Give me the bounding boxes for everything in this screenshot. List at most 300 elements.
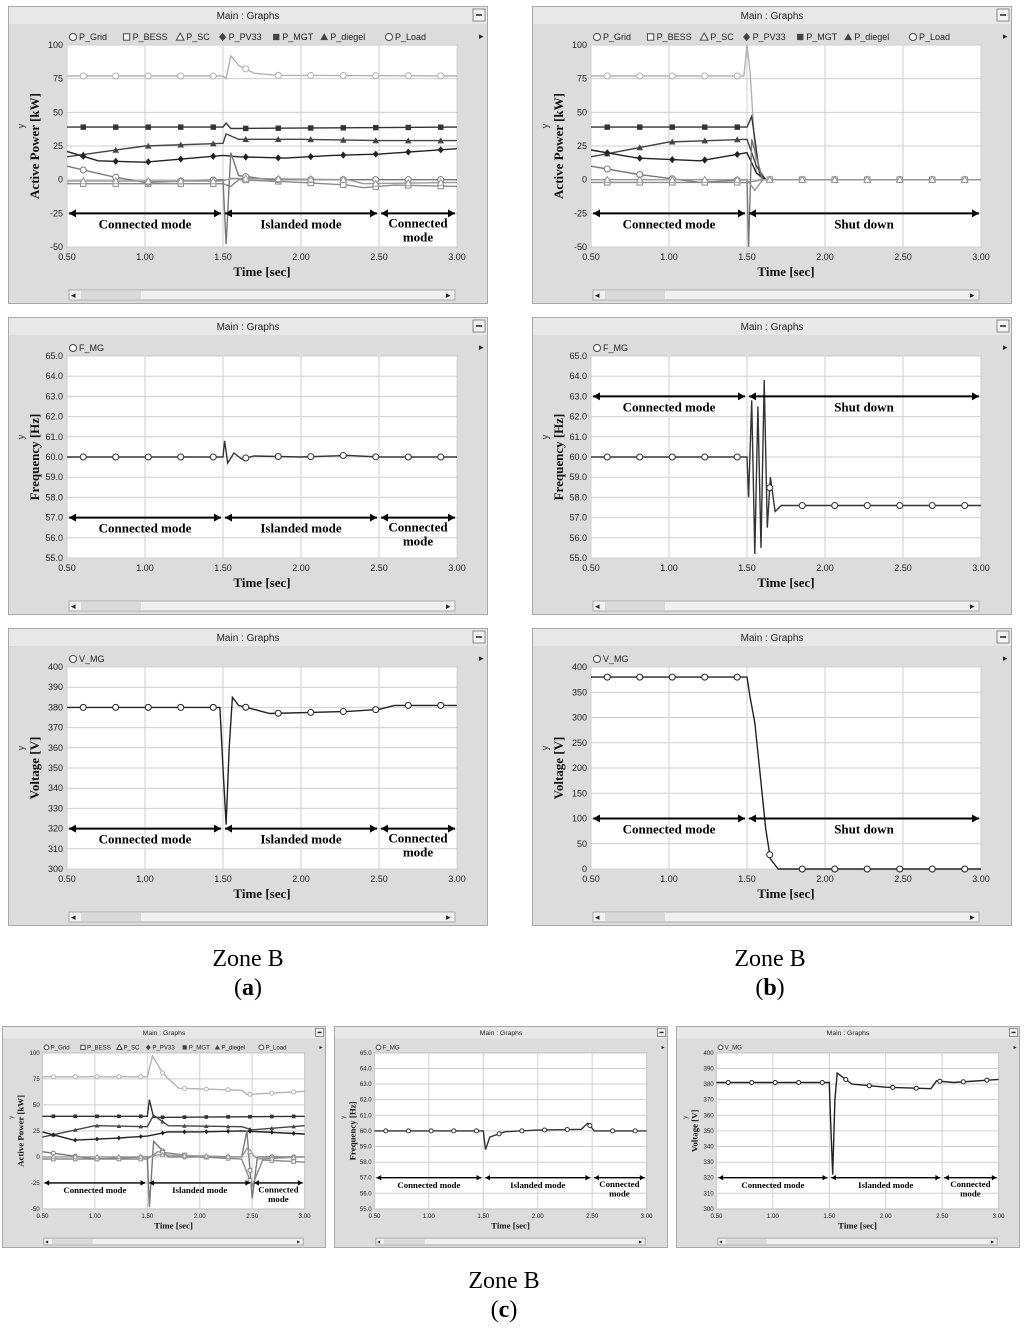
scroll-right-icon[interactable]: ▸ <box>297 1238 301 1246</box>
series-point-f-mg <box>474 1129 478 1133</box>
series-point-p-mgt <box>702 124 707 129</box>
caption-a <box>148 944 348 1002</box>
y-tick-label: 150 <box>571 788 587 799</box>
y-tick-label: -50 <box>49 242 63 252</box>
panel-arrow-icon: ▸ <box>479 31 484 41</box>
x-axis-label: Time [sec] <box>233 886 291 901</box>
x-tick-label: 1.00 <box>660 563 678 573</box>
x-tick-label: 1.00 <box>422 1212 435 1220</box>
series-point-p-mgt <box>276 126 281 131</box>
series-point-p-grid <box>80 167 86 173</box>
y-tick-label: 360 <box>703 1112 714 1120</box>
y-tick-label: 380 <box>703 1081 714 1089</box>
legend-item-p-pv33 <box>219 32 262 42</box>
y-tick-label: 300 <box>571 712 587 723</box>
window-title: Main : Graphs <box>826 1030 870 1038</box>
chart-panel-b-volt <box>532 628 1012 926</box>
legend-label: P_SC <box>123 1044 140 1052</box>
scroll-left-icon[interactable]: ◂ <box>71 290 76 300</box>
y-tick-label: 350 <box>703 1127 714 1135</box>
panel-arrow-icon: ▸ <box>661 1043 665 1051</box>
legend-label: P_MGT <box>282 32 314 42</box>
series-point-f-mg <box>799 502 805 508</box>
scrollbar-thumb[interactable] <box>605 602 665 610</box>
x-tick-label: 3.00 <box>448 563 466 573</box>
a-freq-svg <box>9 318 487 614</box>
y-axis-name: y <box>540 745 550 751</box>
legend-item-p-grid <box>44 1044 69 1051</box>
y-tick-label: 390 <box>47 682 63 693</box>
x-axis-label: Time [sec] <box>233 264 291 279</box>
legend-item-p-mgt <box>273 32 314 42</box>
window-title: Main : Graphs <box>740 322 804 333</box>
mode-label: Connected mode <box>63 1185 127 1196</box>
scroll-left-icon[interactable]: ◂ <box>71 912 76 922</box>
y-tick-label: 350 <box>47 763 63 773</box>
series-point-p-load <box>373 73 379 79</box>
x-tick-label: 3.00 <box>972 874 990 884</box>
scrollbar-thumb[interactable] <box>81 602 141 610</box>
panel-arrow-icon: ▸ <box>479 342 484 352</box>
legend-item-v-mg <box>70 654 105 664</box>
series-point-v-mg <box>275 710 281 716</box>
a-volt-svg <box>9 629 487 925</box>
series-point-p-grid <box>248 1168 252 1172</box>
legend-item-p-sc <box>176 32 210 42</box>
series-point-p-load <box>604 73 610 79</box>
caption-c-zone: Zone B <box>468 1268 540 1294</box>
series-point-v-mg <box>726 1080 730 1084</box>
scrollbar-thumb[interactable] <box>726 1239 767 1244</box>
scrollbar-thumb[interactable] <box>605 913 665 921</box>
legend-label: P_Load <box>395 32 427 42</box>
y-tick-label: 60.0 <box>359 1127 372 1135</box>
series-point-v-mg <box>340 709 346 715</box>
x-tick-label: 1.00 <box>660 874 678 884</box>
x-tick-label: 1.50 <box>214 563 232 573</box>
series-point-f-mg <box>897 502 903 508</box>
scroll-left-icon[interactable]: ◂ <box>595 290 600 300</box>
series-point-p-mgt <box>373 125 378 130</box>
series-point-p-mgt <box>438 125 443 130</box>
x-tick-label: 0.50 <box>58 252 76 262</box>
series-point-v-mg <box>820 1080 824 1084</box>
x-tick-label: 2.00 <box>816 563 834 573</box>
x-tick-label: 0.50 <box>36 1212 49 1220</box>
y-axis-label: Active Power [kW] <box>27 93 42 199</box>
window-title: Main : Graphs <box>740 633 804 644</box>
x-tick-label: 0.50 <box>58 563 76 573</box>
y-axis-label: Voltage [V] <box>689 1109 700 1153</box>
chart-panel-a-volt <box>8 628 488 926</box>
series-point-f-mg <box>588 1124 592 1128</box>
x-tick-label: 1.00 <box>136 874 154 884</box>
y-tick-label: 61.0 <box>569 431 587 442</box>
x-tick-label: 2.50 <box>370 563 388 573</box>
x-axis-label: Time [sec] <box>757 264 815 279</box>
series-point-p-mgt <box>183 1115 187 1119</box>
series-point-p-mgt <box>95 1114 99 1118</box>
legend-item-p-bess <box>81 1044 111 1051</box>
x-tick-label: 3.00 <box>972 252 990 262</box>
x-tick-label: 2.50 <box>936 1212 949 1220</box>
series-point-v-mg <box>985 1078 989 1082</box>
series-point-p-load <box>226 1088 230 1092</box>
legend-label: P_Grid <box>603 32 632 42</box>
b-power-svg <box>533 7 1011 303</box>
scroll-right-icon[interactable]: ▸ <box>970 290 975 300</box>
series-point-v-mg <box>799 866 805 872</box>
x-tick-label: 2.00 <box>816 874 834 884</box>
chart-panel-c-freq <box>334 1026 668 1248</box>
y-tick-label: 64.0 <box>359 1065 372 1073</box>
legend-label: P_BESS <box>132 32 168 42</box>
y-tick-label: 300 <box>47 864 63 874</box>
series-point-f-mg <box>669 454 675 460</box>
y-tick-label: 75 <box>576 73 587 84</box>
legend-item-p-sc <box>117 1044 140 1051</box>
legend-item-p-sc <box>700 32 734 42</box>
y-tick-label: 100 <box>571 813 587 824</box>
series-point-p-mgt <box>226 1115 230 1119</box>
legend-item-p-mgt <box>183 1044 211 1051</box>
y-tick-label: 55.0 <box>569 553 587 563</box>
series-point-v-mg <box>929 866 935 872</box>
panel-arrow-icon: ▸ <box>1013 1043 1017 1051</box>
legend-label: V_MG <box>79 654 105 664</box>
legend-label: P_diegel <box>330 32 366 42</box>
series-point-p-load <box>161 1071 165 1075</box>
legend-item-p-diegel <box>320 32 365 42</box>
x-tick-label: 3.00 <box>640 1212 653 1220</box>
y-tick-label: 200 <box>571 763 587 773</box>
series-point-f-mg <box>210 454 216 460</box>
mode-label: Islanded mode <box>510 1179 566 1190</box>
x-tick-label: 2.50 <box>370 252 388 262</box>
x-tick-label: 0.50 <box>368 1212 381 1220</box>
y-tick-label: 310 <box>47 843 63 854</box>
series-point-f-mg <box>633 1129 637 1133</box>
x-tick-label: 2.50 <box>586 1212 599 1220</box>
caption-b-zone: Zone B <box>734 946 806 972</box>
mode-label: Shut down <box>834 216 894 232</box>
mode-label: mode <box>609 1188 630 1199</box>
series-point-f-mg <box>406 1129 410 1133</box>
series-point-p-mgt <box>605 124 610 129</box>
y-tick-label: 25 <box>52 141 63 151</box>
chart-panel-b-power <box>532 6 1012 304</box>
y-tick-label: 56.0 <box>45 532 63 543</box>
y-tick-label: 25 <box>32 1127 40 1135</box>
legend-item-f-mg <box>594 343 629 353</box>
x-tick-label: 1.00 <box>136 252 154 262</box>
series-point-p-mgt <box>211 124 216 129</box>
series-point-p-load <box>669 73 675 79</box>
series-point-p-load <box>73 1075 77 1079</box>
series-point-p-mgt <box>73 1114 77 1118</box>
window-title: Main : Graphs <box>216 11 280 22</box>
window-title: Main : Graphs <box>216 322 280 333</box>
x-tick-label: 0.50 <box>582 252 600 262</box>
series-point-v-mg <box>797 1080 801 1084</box>
mode-label: Connected mode <box>622 821 716 837</box>
legend-label: P_PV33 <box>228 32 262 42</box>
y-tick-label: 50 <box>576 107 587 118</box>
scroll-left-icon[interactable]: ◂ <box>377 1238 381 1246</box>
mode-label: Islanded mode <box>260 216 342 232</box>
y-tick-label: 56.0 <box>359 1190 372 1198</box>
window-title: Main : Graphs <box>740 11 804 22</box>
legend-item-v-mg <box>594 654 629 664</box>
x-tick-label: 1.50 <box>823 1212 836 1220</box>
panel-arrow-icon: ▸ <box>479 653 484 663</box>
x-tick-label: 3.00 <box>992 1212 1005 1220</box>
series-point-v-mg <box>243 704 249 710</box>
series-point-p-mgt <box>161 1115 165 1119</box>
legend-label: P_diegel <box>221 1044 246 1052</box>
mode-label: Islanded mode <box>260 520 342 536</box>
legend-label: P_diegel <box>854 32 890 42</box>
series-point-v-mg <box>308 709 314 715</box>
x-tick-label: 0.50 <box>582 563 600 573</box>
scrollbar-thumb[interactable] <box>81 291 141 299</box>
series-point-p-load <box>117 1075 121 1079</box>
x-tick-label: 1.00 <box>766 1212 779 1220</box>
series-point-f-mg <box>80 454 86 460</box>
y-tick-label: 100 <box>29 1049 40 1057</box>
series-point-f-mg <box>611 1129 615 1133</box>
mode-label: Connected mode <box>98 216 192 232</box>
mode-label: mode <box>402 533 434 549</box>
scroll-left-icon[interactable]: ◂ <box>595 601 600 611</box>
scroll-right-icon[interactable]: ▸ <box>970 601 975 611</box>
y-axis-label: Frequency [Hz] <box>27 413 42 501</box>
series-point-p-bess <box>248 1179 252 1183</box>
series-point-v-mg <box>750 1080 754 1084</box>
series-point-p-mgt <box>308 125 313 130</box>
chart-panel-a-freq <box>8 317 488 615</box>
series-point-v-mg <box>178 704 184 710</box>
scroll-right-icon[interactable]: ▸ <box>446 290 451 300</box>
y-axis-name: y <box>16 434 26 440</box>
y-tick-label: 57.0 <box>359 1174 372 1182</box>
series-point-p-load <box>243 66 249 72</box>
series-point-p-load <box>51 1075 55 1079</box>
caption-a-zone: Zone B <box>212 946 284 972</box>
series-point-f-mg <box>113 454 119 460</box>
x-tick-label: 2.00 <box>193 1212 206 1220</box>
scroll-right-icon[interactable]: ▸ <box>970 912 975 922</box>
y-tick-label: 320 <box>703 1174 714 1182</box>
x-tick-label: 0.50 <box>58 874 76 884</box>
series-point-v-mg <box>734 674 740 680</box>
scrollbar-thumb[interactable] <box>52 1239 93 1244</box>
y-tick-label: 50 <box>576 838 587 849</box>
legend-label: P_BESS <box>87 1044 111 1052</box>
x-tick-label: 2.50 <box>246 1212 259 1220</box>
scroll-left-icon[interactable]: ◂ <box>595 912 600 922</box>
y-tick-label: 340 <box>47 783 63 794</box>
scroll-right-icon[interactable]: ▸ <box>446 912 451 922</box>
x-tick-label: 2.00 <box>531 1212 544 1220</box>
series-point-p-mgt <box>52 1114 56 1118</box>
x-tick-label: 1.50 <box>477 1212 490 1220</box>
y-tick-label: 330 <box>47 803 63 814</box>
series-point-f-mg <box>543 1128 547 1132</box>
caption-a-label: (a) <box>234 975 262 1001</box>
legend-item-p-load <box>386 32 427 42</box>
y-tick-label: 390 <box>703 1065 714 1073</box>
series-point-p-load <box>178 73 184 79</box>
legend-item-f-mg <box>376 1044 400 1051</box>
legend-label: F_MG <box>603 343 629 353</box>
y-tick-label: 370 <box>703 1096 714 1104</box>
x-tick-label: 1.50 <box>738 874 756 884</box>
y-tick-label: 62.0 <box>45 411 63 422</box>
legend-label: P_PV33 <box>152 1044 175 1052</box>
series-point-f-mg <box>178 454 184 460</box>
scroll-right-icon[interactable]: ▸ <box>446 601 451 611</box>
x-axis-label: Time [sec] <box>233 575 291 590</box>
y-tick-label: 400 <box>703 1049 714 1057</box>
c-freq-svg <box>335 1027 667 1247</box>
y-tick-label: 0 <box>581 174 587 185</box>
legend-label: F_MG <box>382 1044 400 1052</box>
mode-label: Connected mode <box>98 831 192 847</box>
y-tick-label: 350 <box>571 687 587 698</box>
series-point-f-mg <box>767 485 773 491</box>
panel-arrow-icon: ▸ <box>1003 31 1008 41</box>
series-point-p-mgt <box>146 124 151 129</box>
series-point-v-mg <box>438 702 444 708</box>
series-point-v-mg <box>405 702 411 708</box>
scroll-left-icon[interactable]: ◂ <box>71 601 76 611</box>
y-tick-label: 59.0 <box>359 1143 372 1151</box>
series-point-v-mg <box>867 1084 871 1088</box>
y-tick-label: 50 <box>52 107 63 118</box>
y-tick-label: -50 <box>573 242 587 252</box>
legend-label: P_MGT <box>806 32 838 42</box>
mode-label: Connected <box>258 1184 299 1195</box>
chart-panel-a-power <box>8 6 488 304</box>
y-tick-label: 60.0 <box>45 452 63 462</box>
chart-panel-c-power <box>2 1026 326 1248</box>
x-tick-label: 1.00 <box>136 563 154 573</box>
window-title: Main : Graphs <box>479 1030 523 1038</box>
series-point-p-load <box>210 73 216 79</box>
series-point-p-load <box>248 1092 252 1096</box>
mode-label: Connected <box>388 830 448 846</box>
legend-item-p-load <box>910 32 951 42</box>
legend-item-f-mg <box>70 343 105 353</box>
legend-item-p-load <box>259 1044 287 1051</box>
legend-label: P_Load <box>265 1044 287 1052</box>
legend-label: F_MG <box>79 343 105 353</box>
series-point-p-load <box>438 73 444 79</box>
series-point-v-mg <box>210 704 216 710</box>
legend-label: P_SC <box>710 32 734 42</box>
x-tick-label: 2.00 <box>816 252 834 262</box>
series-point-v-mg <box>832 866 838 872</box>
series-point-p-load <box>275 72 281 78</box>
y-tick-label: 58.0 <box>569 492 587 503</box>
chart-panel-c-volt <box>676 1026 1020 1248</box>
scroll-right-icon[interactable]: ▸ <box>991 1238 995 1246</box>
y-tick-label: 340 <box>703 1143 714 1151</box>
y-tick-label: 400 <box>571 662 587 672</box>
series-point-v-mg <box>80 704 86 710</box>
x-tick-label: 1.50 <box>214 252 232 262</box>
y-axis-name: y <box>16 123 26 129</box>
x-axis-label: Time [sec] <box>154 1220 193 1231</box>
series-point-p-load <box>182 1086 186 1090</box>
legend-label: P_Load <box>919 32 951 42</box>
series-point-p-load <box>204 1087 208 1091</box>
scroll-left-icon[interactable]: ◂ <box>719 1238 723 1246</box>
panel-arrow-icon: ▸ <box>319 1043 323 1051</box>
mode-label: Connected <box>388 519 448 535</box>
y-tick-label: 61.0 <box>45 431 63 442</box>
series-point-p-load <box>270 1091 274 1095</box>
scroll-left-icon[interactable]: ◂ <box>45 1238 49 1246</box>
mode-label: mode <box>402 229 434 245</box>
series-point-f-mg <box>962 502 968 508</box>
series-point-v-mg <box>864 866 870 872</box>
y-axis-label: Frequency [Hz] <box>551 413 566 501</box>
legend-item-p-pv33 <box>743 32 786 42</box>
mode-label: Connected <box>950 1179 991 1190</box>
series-point-p-bess <box>292 1160 296 1164</box>
y-tick-label: 380 <box>47 702 63 713</box>
legend-label: V_MG <box>603 654 629 664</box>
mode-label: Islanded mode <box>260 831 342 847</box>
mode-label: Islanded mode <box>172 1185 228 1196</box>
y-tick-label: 330 <box>703 1159 714 1167</box>
series-point-v-mg <box>962 866 968 872</box>
y-tick-label: 62.0 <box>359 1096 372 1104</box>
series-point-f-mg <box>637 454 643 460</box>
mode-label: Connected mode <box>741 1179 805 1190</box>
series-point-f-mg <box>832 502 838 508</box>
y-tick-label: 360 <box>47 742 63 753</box>
y-tick-label: 0 <box>57 174 63 185</box>
y-tick-label: 62.0 <box>569 411 587 422</box>
scroll-right-icon[interactable]: ▸ <box>639 1238 643 1246</box>
y-tick-label: 0 <box>36 1153 40 1161</box>
y-tick-label: 61.0 <box>359 1112 372 1120</box>
y-tick-label: 57.0 <box>45 512 63 523</box>
series-point-f-mg <box>702 454 708 460</box>
series-point-p-mgt <box>670 124 675 129</box>
scrollbar-thumb[interactable] <box>605 291 665 299</box>
c-power-svg <box>3 1027 325 1247</box>
series-point-v-mg <box>702 674 708 680</box>
x-tick-label: 3.00 <box>448 874 466 884</box>
series-point-f-mg <box>373 454 379 460</box>
x-tick-label: 2.50 <box>370 874 388 884</box>
scrollbar-thumb[interactable] <box>81 913 141 921</box>
x-tick-label: 1.50 <box>738 563 756 573</box>
x-tick-label: 1.50 <box>141 1212 154 1220</box>
mode-label: Connected <box>599 1179 640 1190</box>
x-tick-label: 3.00 <box>448 252 466 262</box>
series-point-p-load <box>145 73 151 79</box>
x-tick-label: 1.00 <box>660 252 678 262</box>
x-tick-label: 3.00 <box>972 563 990 573</box>
y-tick-label: 55.0 <box>359 1205 372 1213</box>
scrollbar-thumb[interactable] <box>384 1239 425 1244</box>
y-tick-label: 75 <box>32 1075 40 1083</box>
